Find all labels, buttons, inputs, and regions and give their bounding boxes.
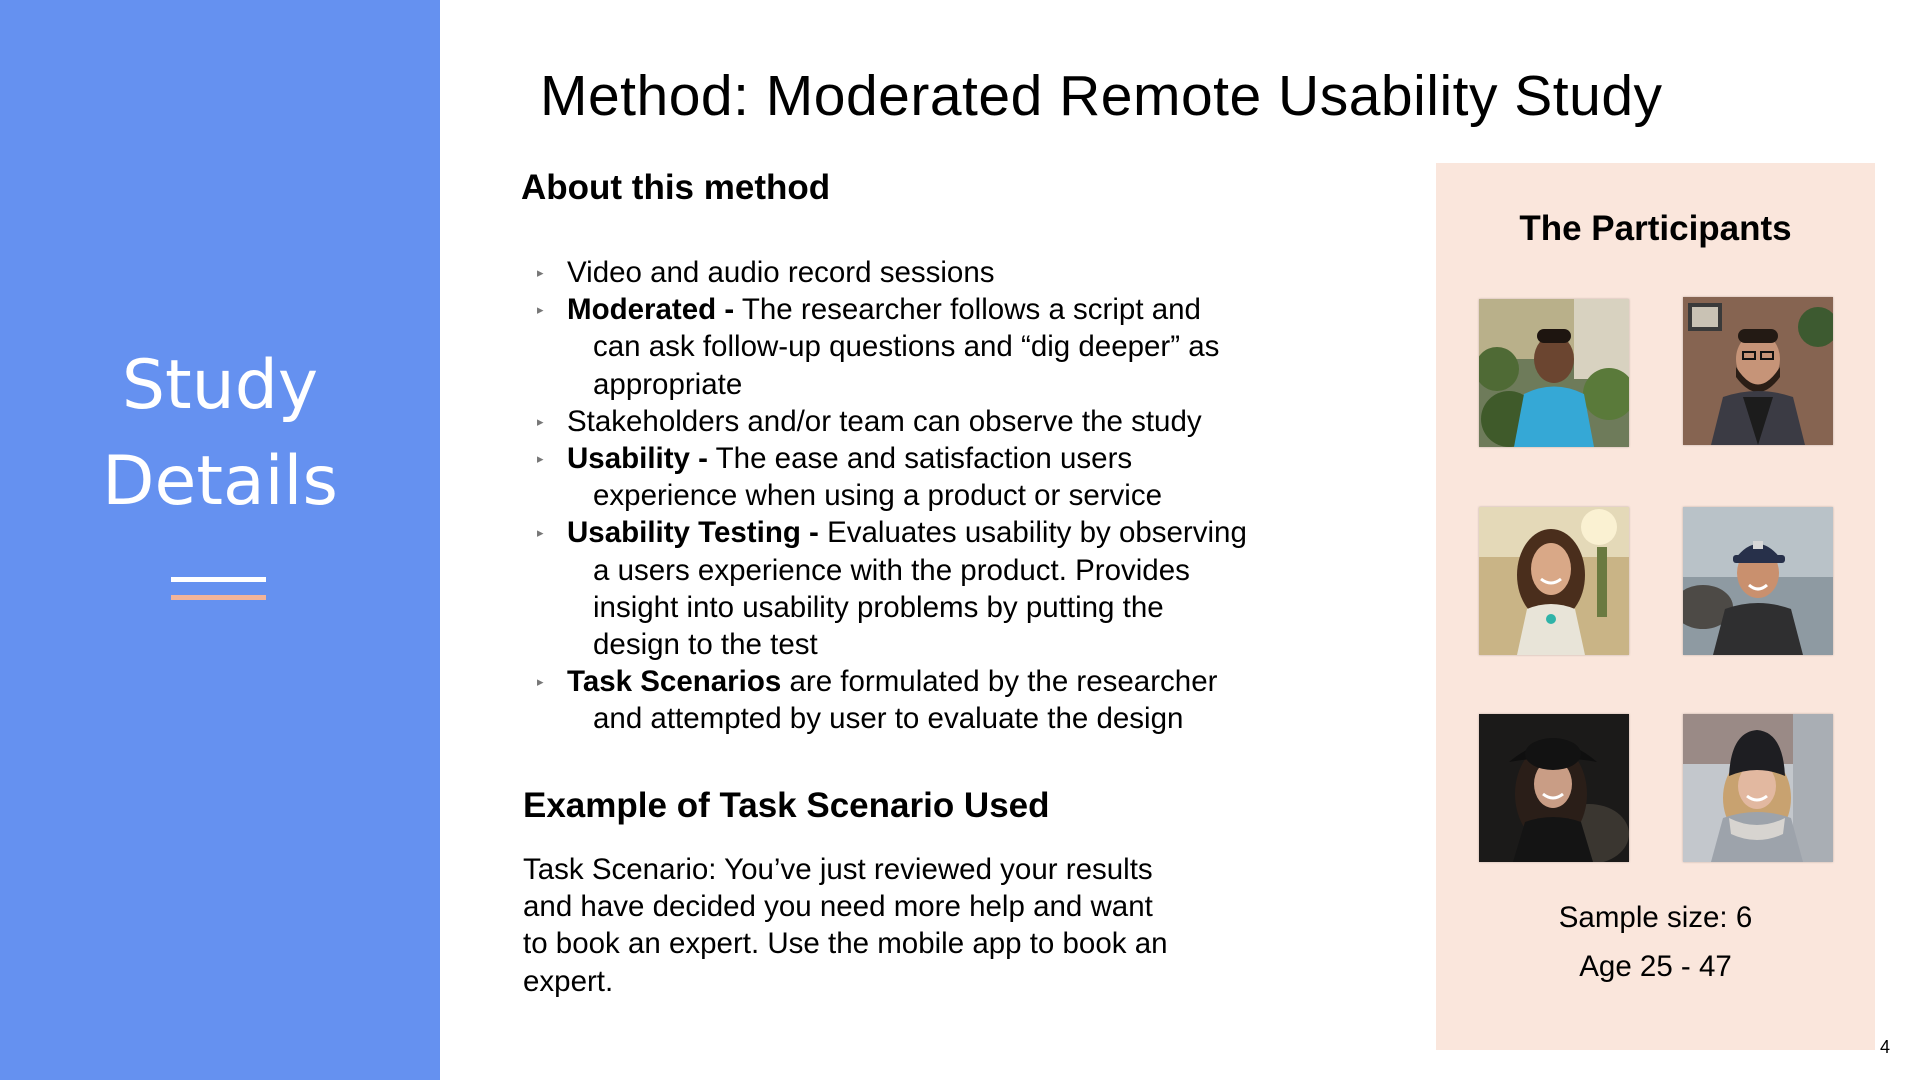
list-item-line: a users experience with the product. Provides — [593, 553, 1190, 587]
bullet-icon: ▸ — [537, 525, 544, 541]
list-item-line — [567, 440, 1367, 477]
participant-photo-image — [1479, 714, 1629, 862]
age-range-text: Age 25 - 47 — [1579, 950, 1732, 983]
participant-photo-image — [1479, 507, 1629, 655]
participant-photo-image — [1683, 297, 1833, 445]
page-title: Method: Moderated Remote Usability Study — [540, 64, 1663, 128]
participant-photo — [1479, 507, 1629, 655]
method-bullet-list — [537, 254, 1367, 738]
sample-info — [1436, 893, 1875, 991]
list-item-line: experience when using a product or service — [593, 479, 1163, 513]
list-item-line: Stakeholders and/or team can observe the study — [567, 404, 1202, 438]
bullet-icon: ▸ — [537, 413, 544, 429]
sidebar-panel — [0, 0, 440, 1080]
participant-photo-image — [1683, 507, 1833, 655]
list-item-line: can ask follow-up questions and “dig deeper” as — [593, 330, 1220, 364]
participant-photo — [1683, 507, 1833, 655]
list-item-line: Video and audio record sessions — [567, 256, 995, 289]
list-item-line — [567, 663, 1367, 700]
participant-photo — [1479, 299, 1629, 447]
term-label: Usability - — [567, 442, 708, 476]
page-number: 4 — [1880, 1037, 1891, 1057]
participant-photo — [1479, 714, 1629, 862]
list-item — [537, 514, 1367, 663]
example-heading: Example of Task Scenario Used — [523, 786, 1050, 825]
about-heading: About this method — [521, 168, 831, 207]
term-label: Task Scenarios — [567, 665, 782, 699]
list-item-text: The ease and satisfaction users — [707, 442, 1133, 476]
term-label: Moderated - — [567, 293, 735, 327]
list-item — [537, 663, 1367, 737]
list-item-text: Evaluates usability by observing — [818, 516, 1247, 550]
list-item — [537, 403, 1367, 440]
participant-photo-image — [1479, 299, 1629, 447]
list-item-line — [567, 291, 1367, 328]
bullet-icon: ▸ — [537, 674, 544, 690]
participants-panel — [1436, 163, 1875, 1050]
list-item-line: insight into usability problems by putting the — [593, 590, 1164, 624]
term-label: Usability Testing - — [567, 516, 819, 550]
bullet-icon: ▸ — [537, 302, 544, 318]
list-item-line: and attempted by user to evaluate the design — [593, 702, 1184, 736]
sidebar-title-line-1: Study — [121, 346, 319, 425]
list-item-line: appropriate — [593, 367, 743, 401]
participant-photo — [1683, 714, 1833, 862]
sidebar-title-line-2: Details — [102, 442, 338, 521]
participant-photo-image — [1683, 714, 1833, 862]
list-item — [537, 440, 1367, 514]
participant-photo — [1683, 297, 1833, 445]
list-item-text: are formulated by the researcher — [781, 665, 1218, 699]
accent-divider-peach — [171, 595, 266, 600]
list-item-line — [567, 514, 1367, 551]
sample-size-text: Sample size: 6 — [1558, 901, 1753, 934]
scenario-line: and have decided you need more help and want — [523, 890, 1153, 924]
sidebar-title — [0, 338, 440, 530]
scenario-line: to book an expert. Use the mobile app to book an — [523, 927, 1168, 961]
task-scenario-text — [523, 851, 1323, 1000]
list-item-line: design to the test — [593, 628, 818, 662]
accent-divider-white — [171, 577, 266, 582]
bullet-icon: ▸ — [537, 451, 544, 467]
bullet-icon: ▸ — [537, 265, 544, 280]
list-item-text: The researcher follows a script and — [734, 293, 1201, 327]
list-item — [537, 291, 1367, 403]
scenario-line: expert. — [523, 964, 614, 998]
participants-heading: The Participants — [1519, 209, 1792, 248]
scenario-line: Task Scenario: You’ve just reviewed your results — [523, 853, 1153, 886]
list-item — [537, 254, 1367, 291]
